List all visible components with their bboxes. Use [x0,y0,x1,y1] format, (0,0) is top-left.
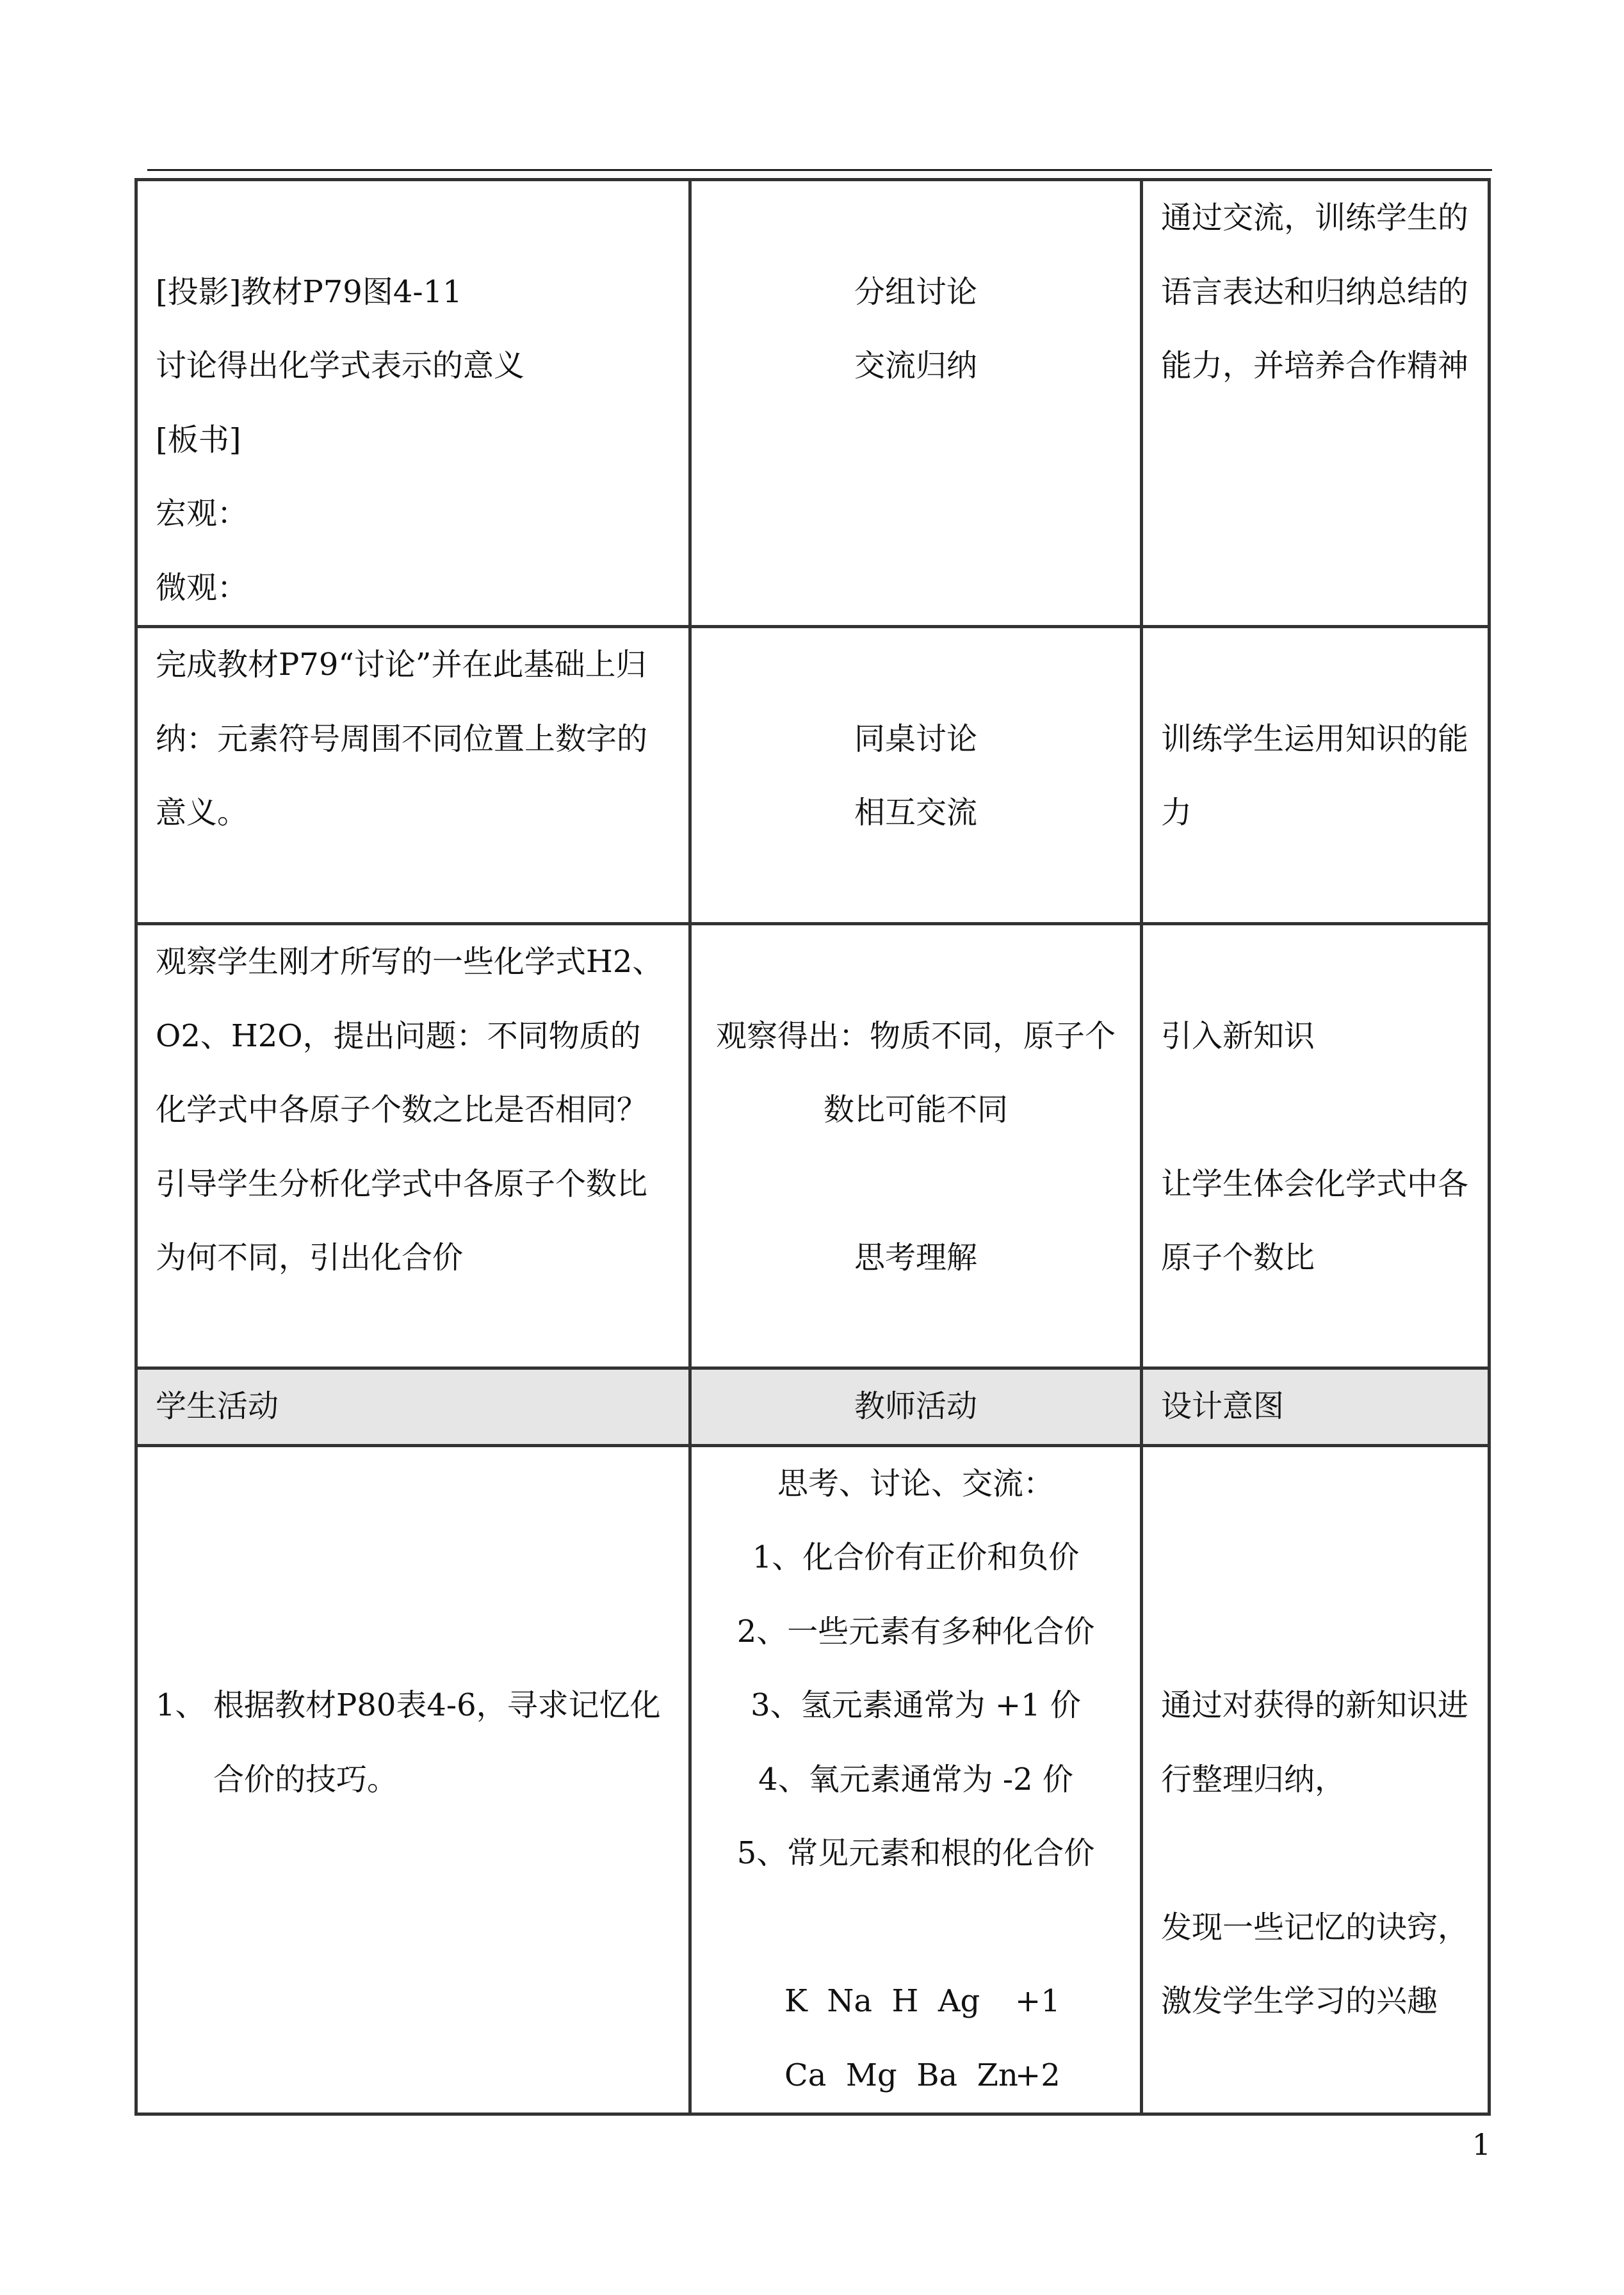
valence-value: +2 [1015,2057,1060,2093]
column-header-row [136,1368,1490,1446]
teacher-activity-cell [136,180,690,627]
text-line: 分组讨论 [854,273,977,310]
design-intent-cell [1142,627,1490,924]
text-paragraph: 观察学生刚才所写的一些化学式H2、O2、H2O，提出问题：不同物质的化学式中各原子个数之比是否相同？ [156,944,663,1128]
text-line: 4、氧元素通常为 -2 价 [758,1761,1073,1797]
header-rule [147,169,1492,171]
table-row [136,924,1490,1368]
text-line: 引入新知识 [1161,1018,1315,1054]
text-paragraph: 通过对获得的新知识进行整理归纳， [1161,1687,1469,1797]
valence-row [710,1965,1122,2039]
text-paragraph: 发现一些记忆的诀窍，激发学生学习的兴趣 [1161,1909,1469,2019]
lesson-plan-table [134,178,1491,2116]
table-row [136,1445,1490,2114]
column-header-teacher: 教师活动 [690,1368,1142,1446]
student-activity-cell [690,627,1142,924]
item-number: 1、 [156,1687,206,1723]
text-line: [板书] [156,421,241,458]
text-paragraph: 完成教材P79“讨论”并在此基础上归纳：元素符号周围不同位置上数字的意义。 [156,647,648,831]
column-header-intent: 设计意图 [1142,1368,1490,1446]
text-paragraph: 训练学生运用知识的能力 [1161,720,1469,831]
element-symbols: K Na H Ag [784,1983,980,2019]
page-number: 1 [1472,2127,1491,2162]
item-text: 根据教材P80表4-6，寻求记忆化合价的技巧。 [213,1687,661,1797]
design-intent-cell [1142,1445,1490,2114]
teacher-activity-cell [136,924,690,1368]
text-line: 2、一些元素有多种化合价 [736,1613,1095,1650]
text-line: 宏观： [156,496,248,531]
table-row [136,627,1490,924]
text-paragraph: 观察得出：物质不同，原子个数比可能不同 [715,1018,1116,1128]
design-intent-cell [1142,180,1490,627]
text-line: 思考理解 [854,1240,977,1276]
column-header-student: 学生活动 [136,1368,690,1446]
teacher-activity-cell [690,1445,1142,2114]
text-line: 1、化合价有正价和负价 [752,1539,1080,1575]
text-line: 3、氢元素通常为 +1 价 [751,1687,1081,1723]
valence-value: +1 [1015,1983,1060,2019]
design-intent-cell [1142,924,1490,1368]
text-line: 讨论得出化学式表示的意义 [156,348,525,384]
numbered-item [156,1669,670,1817]
text-line: 同桌讨论 [854,720,977,757]
text-line: 5、常见元素和根的化合价 [736,1835,1095,1871]
text-line: 微观： [156,569,248,606]
text-paragraph: 通过交流，训练学生的语言表达和归纳总结的能力，并培养合作精神 [1161,200,1469,384]
valence-row [710,2039,1122,2113]
table-row [136,180,1490,627]
teacher-activity-cell [136,627,690,924]
text-paragraph: 引导学生分析化学式中各原子个数比为何不同，引出化合价 [156,1165,648,1276]
student-activity-cell [690,924,1142,1368]
text-line: 相互交流 [854,795,977,831]
student-activity-cell [136,1445,690,2114]
text-line: [投影]教材P79图4-11 [156,273,462,310]
text-paragraph: 让学生体会化学式中各原子个数比 [1161,1165,1469,1276]
element-symbols: Ca Mg Ba Zn [784,2057,1018,2093]
student-activity-cell [690,180,1142,627]
text-line: 交流归纳 [854,348,977,384]
text-line: 思考、讨论、交流： [777,1465,1054,1502]
